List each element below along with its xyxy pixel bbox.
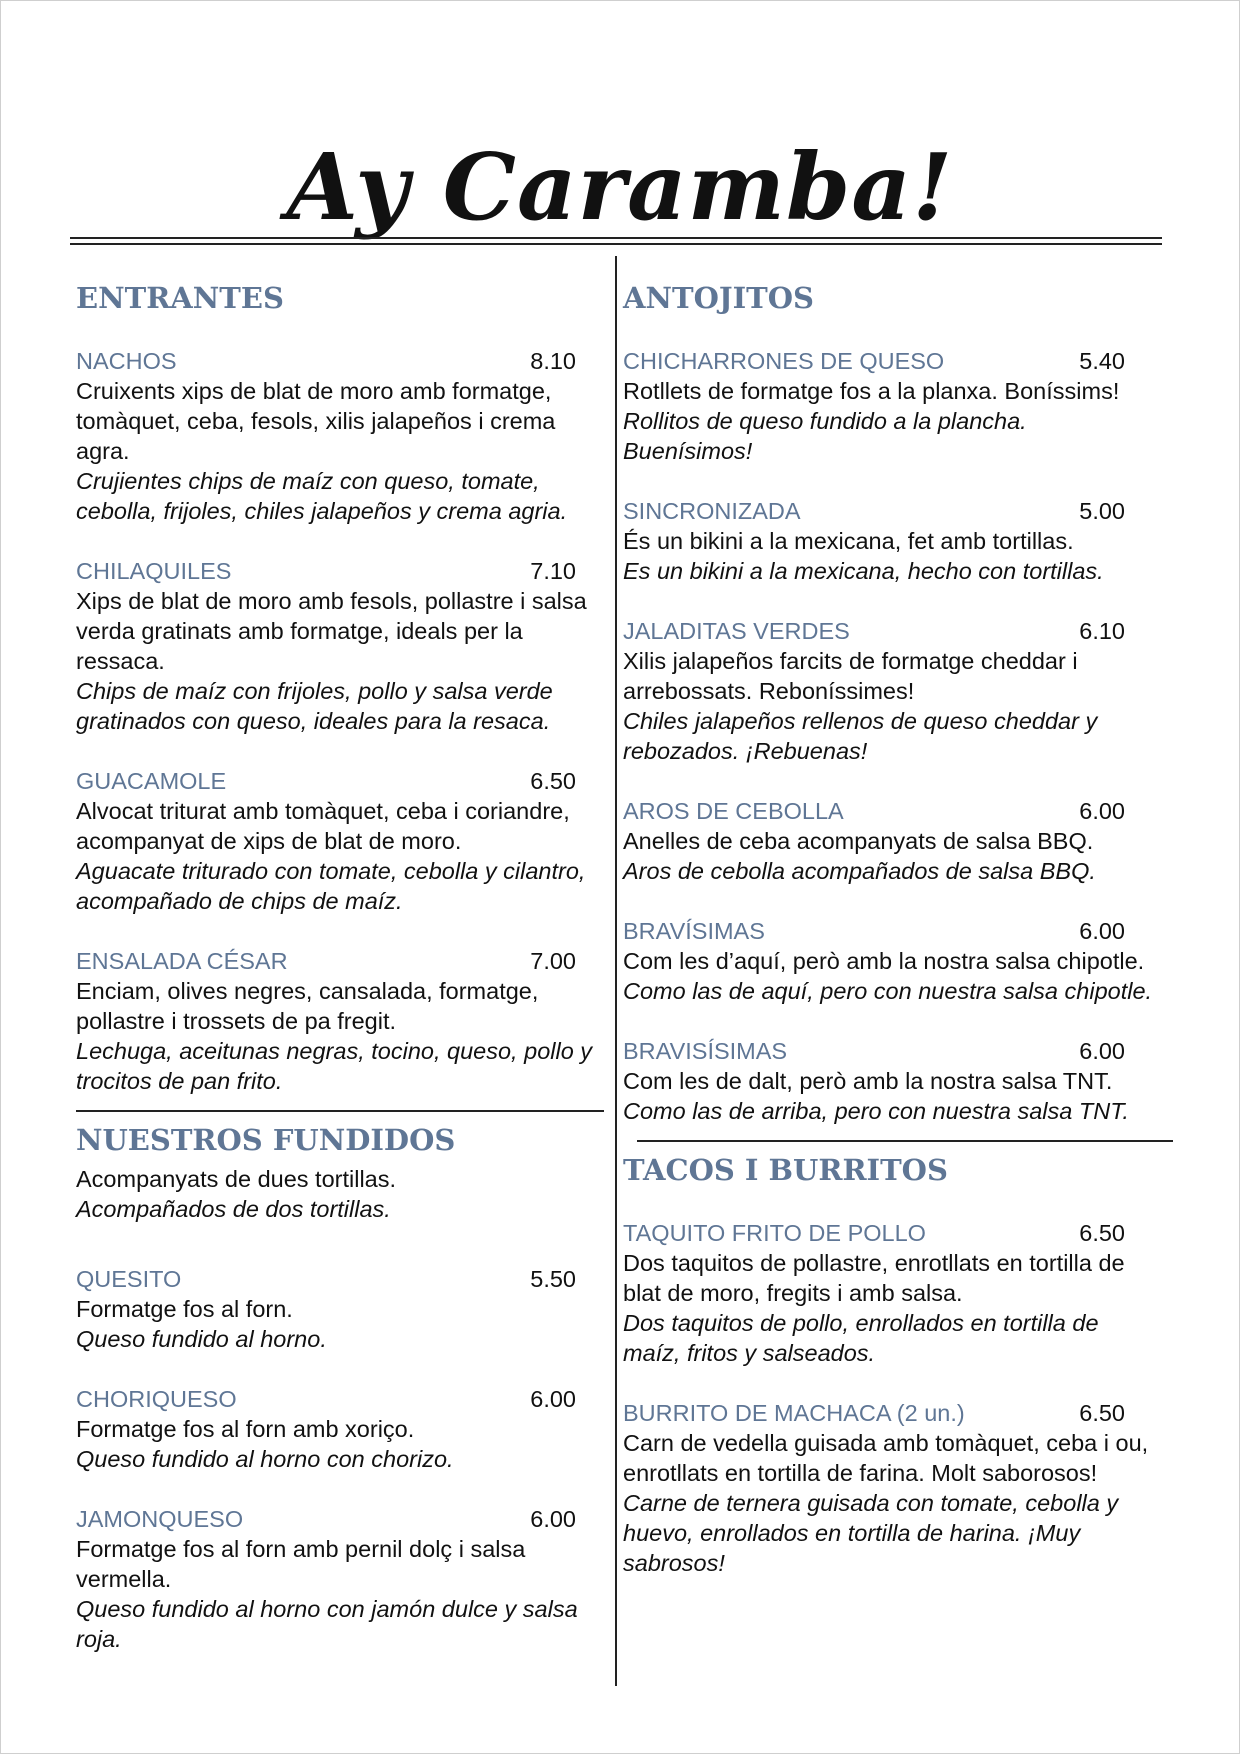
item-name: BRAVÍSIMAS	[623, 918, 765, 944]
menu-item-burrito-machaca	[623, 1398, 1153, 1578]
section-divider	[76, 1110, 604, 1112]
item-name: CHICHARRONES DE QUESO	[623, 348, 945, 374]
menu-item-guacamole	[76, 766, 604, 916]
item-price: 5.40	[1079, 348, 1125, 374]
menu-item-quesito	[76, 1264, 604, 1354]
item-description-ca: Enciam, olives negres, cansalada, formatge, pollastre i trossets de pa fregit.	[76, 978, 539, 1034]
item-name: BRAVISÍSIMAS	[623, 1038, 788, 1064]
menu-item-bravisimas	[623, 916, 1153, 1006]
item-description-ca: Formatge fos al forn.	[76, 1296, 293, 1322]
menu-item-sincronizada	[623, 496, 1153, 586]
item-name: TAQUITO FRITO DE POLLO	[623, 1220, 926, 1246]
item-description-es: Como las de arriba, pero con nuestra salsa TNT.	[623, 1098, 1129, 1124]
item-description-es: Queso fundido al horno con jamón dulce y salsa roja.	[76, 1596, 578, 1652]
item-price: 6.00	[530, 1386, 576, 1412]
item-name: AROS DE CEBOLLA	[623, 798, 844, 824]
item-description-ca: Alvocat triturat amb tomàquet, ceba i coriandre, acompanyat de xips de blat de moro.	[76, 798, 570, 854]
item-name: SINCRONIZADA	[623, 498, 801, 524]
section-divider	[637, 1140, 1173, 1142]
item-price: 6.10	[1079, 618, 1125, 644]
section-title-antojitos: ANTOJITOS	[623, 281, 814, 315]
item-description-es: Dos taquitos de pollo, enrollados en tortilla de maíz, fritos y salseados.	[623, 1310, 1099, 1366]
item-description-es: Chiles jalapeños rellenos de queso cheddar y rebozados. ¡Rebuenas!	[623, 708, 1098, 764]
subtitle-es: Acompañados de dos tortillas.	[76, 1196, 391, 1222]
item-price: 5.50	[530, 1266, 576, 1292]
item-description-ca: És un bikini a la mexicana, fet amb tortillas.	[623, 528, 1074, 554]
item-description-es: Queso fundido al horno.	[76, 1326, 327, 1352]
item-description-ca: Formatge fos al forn amb xoriço.	[76, 1416, 415, 1442]
section-title-fundidos: NUESTROS FUNDIDOS	[76, 1123, 456, 1157]
item-name: CHILAQUILES	[76, 558, 232, 584]
menu-item-bravisisimas	[623, 1036, 1153, 1126]
item-description-es: Queso fundido al horno con chorizo.	[76, 1446, 454, 1472]
menu-item-taquito-frito	[623, 1218, 1153, 1368]
item-description-ca: Carn de vedella guisada amb tomàquet, ceba i ou, enrotllats en tortilla de farina. Molt saborosos!	[623, 1430, 1149, 1486]
item-description-es: Lechuga, aceitunas negras, tocino, queso, pollo y trocitos de pan frito.	[76, 1038, 593, 1094]
item-price: 8.10	[530, 348, 576, 374]
item-description-ca: Cruixents xips de blat de moro amb formatge, tomàquet, ceba, fesols, xilis jalapeños i crema agra.	[76, 378, 556, 464]
item-description-ca: Dos taquitos de pollastre, enrotllats en tortilla de blat de moro, fregits i amb salsa.	[623, 1250, 1125, 1306]
item-name: QUESITO	[76, 1266, 182, 1292]
item-name: BURRITO DE MACHACA (2 un.)	[623, 1400, 965, 1426]
menu-item-aros-de-cebolla	[623, 796, 1153, 886]
title-double-rule	[70, 237, 1162, 245]
item-name: NACHOS	[76, 348, 177, 374]
item-name: JAMONQUESO	[76, 1506, 244, 1532]
item-description-es: Carne de ternera guisada con tomate, cebolla y huevo, enrollados en tortilla de harina. ¡Muy sabrosos!	[623, 1490, 1119, 1576]
item-description-es: Rollitos de queso fundido a la plancha. Buenísimos!	[623, 408, 1027, 464]
item-price: 7.10	[530, 558, 576, 584]
left-column	[76, 270, 604, 1684]
subtitle-ca: Acompanyats de dues tortillas.	[76, 1166, 397, 1192]
right-column	[623, 270, 1153, 1608]
item-description-es: Es un bikini a la mexicana, hecho con tortillas.	[623, 558, 1104, 584]
item-price: 5.00	[1079, 498, 1125, 524]
item-description-ca: Com les d’aquí, però amb la nostra salsa chipotle.	[623, 948, 1145, 974]
menu-item-chilaquiles	[76, 556, 604, 736]
item-description-ca: Com les de dalt, però amb la nostra salsa TNT.	[623, 1068, 1113, 1094]
menu-item-jamonqueso	[76, 1504, 604, 1654]
item-description-ca: Xilis jalapeños farcits de formatge cheddar i arrebossats. Reboníssimes!	[623, 648, 1078, 704]
menu-item-jaladitas-verdes	[623, 616, 1153, 766]
item-description-ca: Xips de blat de moro amb fesols, pollastre i salsa verda gratinats amb formatge, ideals per la ressaca.	[76, 588, 587, 674]
item-description-es: Chips de maíz con frijoles, pollo y salsa verde gratinados con queso, ideales para la resaca.	[76, 678, 553, 734]
item-price: 6.50	[530, 768, 576, 794]
item-price: 6.00	[1079, 918, 1125, 944]
menu-item-ensalada-cesar	[76, 946, 604, 1096]
item-description-es: Aros de cebolla acompañados de salsa BBQ.	[623, 858, 1096, 884]
item-description-es: Crujientes chips de maíz con queso, tomate, cebolla, frijoles, chiles jalapeños y crema agria.	[76, 468, 568, 524]
item-description-ca: Formatge fos al forn amb pernil dolç i salsa vermella.	[76, 1536, 526, 1592]
item-name: GUACAMOLE	[76, 768, 227, 794]
item-name: JALADITAS VERDES	[623, 618, 850, 644]
item-description-ca: Rotllets de formatge fos a la planxa. Boníssims!	[623, 378, 1120, 404]
column-divider	[615, 256, 617, 1686]
item-price: 6.00	[1079, 798, 1125, 824]
restaurant-title: Ay Caramba!	[286, 133, 954, 241]
item-price: 6.00	[530, 1506, 576, 1532]
section-subtitle-fundidos	[76, 1164, 604, 1224]
menu-item-choriqueso	[76, 1384, 604, 1474]
item-name: ENSALADA CÉSAR	[76, 948, 288, 974]
menu-item-nachos	[76, 346, 604, 526]
menu-item-chicharrones	[623, 346, 1153, 466]
item-price: 6.50	[1079, 1400, 1125, 1426]
item-name: CHORIQUESO	[76, 1386, 237, 1412]
section-title-entrantes: ENTRANTES	[76, 281, 284, 315]
item-description-es: Como las de aquí, pero con nuestra salsa chipotle.	[623, 978, 1153, 1004]
item-price: 7.00	[530, 948, 576, 974]
item-description-es: Aguacate triturado con tomate, cebolla y cilantro, acompañado de chips de maíz.	[76, 858, 586, 914]
item-price: 6.50	[1079, 1220, 1125, 1246]
item-price: 6.00	[1079, 1038, 1125, 1064]
section-title-tacos: TACOS I BURRITOS	[623, 1153, 948, 1187]
item-description-ca: Anelles de ceba acompanyats de salsa BBQ.	[623, 828, 1094, 854]
